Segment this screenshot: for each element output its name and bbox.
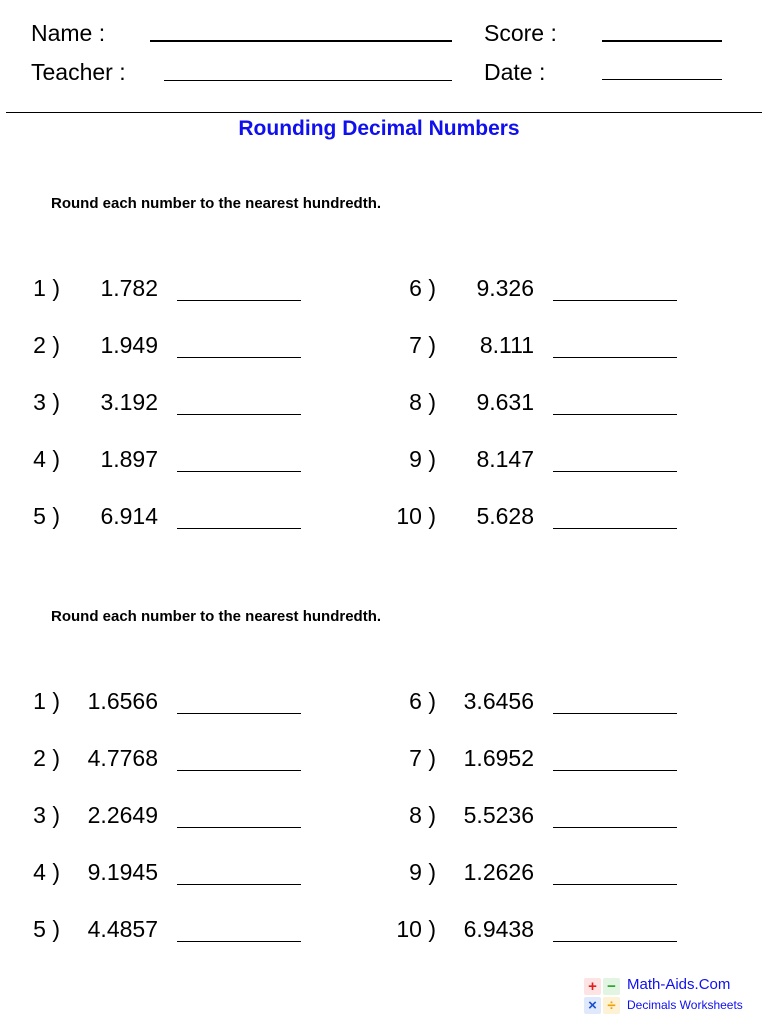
problem-item (376, 389, 716, 419)
problem-value: 3.6456 (463, 688, 534, 714)
problem-number: 3 ) (33, 389, 60, 415)
problem-value: 1.2626 (463, 859, 534, 885)
answer-blank[interactable] (553, 827, 677, 828)
problem-value: 1.949 (100, 332, 158, 358)
answer-blank[interactable] (177, 528, 301, 529)
problem-value: 9.631 (476, 389, 534, 415)
problem-number: 10 ) (396, 503, 436, 529)
score-label: Score : (484, 20, 557, 46)
problem-item (0, 389, 340, 419)
answer-blank[interactable] (177, 300, 301, 301)
problem-number: 2 ) (33, 332, 60, 358)
answer-blank[interactable] (553, 414, 677, 415)
problem-number: 1 ) (33, 688, 60, 714)
answer-blank[interactable] (553, 884, 677, 885)
problem-value: 8.147 (476, 446, 534, 472)
problem-value: 1.897 (100, 446, 158, 472)
math-aids-logo[interactable] (584, 976, 764, 1016)
section-1-instruction: Round each number to the nearest hundredth. (51, 195, 382, 212)
problem-item (0, 688, 340, 718)
problem-item (0, 446, 340, 476)
problem-number: 6 ) (409, 275, 436, 301)
problem-number: 5 ) (33, 503, 60, 529)
answer-blank[interactable] (553, 300, 677, 301)
problem-value: 1.6566 (87, 688, 158, 714)
minus-symbol: − (607, 978, 616, 995)
date-field[interactable] (602, 79, 722, 80)
problem-item (376, 859, 716, 889)
problem-value: 8.111 (479, 332, 534, 358)
problem-item (0, 275, 340, 305)
problem-value: 2.2649 (87, 802, 158, 828)
problem-item (0, 332, 340, 362)
problem-item (376, 332, 716, 362)
answer-blank[interactable] (177, 884, 301, 885)
header-divider (6, 112, 762, 113)
problem-number: 3 ) (33, 802, 60, 828)
problem-value: 1.782 (100, 275, 158, 301)
problem-item (0, 745, 340, 775)
divide-icon (603, 997, 620, 1014)
logo-site-name: Math-Aids.Com (627, 976, 731, 993)
problem-number: 5 ) (33, 916, 60, 942)
problem-value: 4.7768 (87, 745, 158, 771)
problem-number: 1 ) (33, 275, 60, 301)
answer-blank[interactable] (553, 770, 677, 771)
problem-item (0, 503, 340, 533)
teacher-label: Teacher : (31, 59, 126, 85)
problem-item (376, 446, 716, 476)
problem-item (0, 916, 340, 946)
answer-blank[interactable] (177, 713, 301, 714)
problem-item (0, 859, 340, 889)
problem-value: 3.192 (100, 389, 158, 415)
section-2-instruction: Round each number to the nearest hundredth. (51, 608, 382, 625)
problem-item (376, 688, 716, 718)
problem-number: 6 ) (409, 688, 436, 714)
answer-blank[interactable] (553, 471, 677, 472)
answer-blank[interactable] (553, 528, 677, 529)
problem-number: 10 ) (396, 916, 436, 942)
times-icon (584, 997, 601, 1014)
math-operators-icon (584, 978, 620, 1014)
problem-item (376, 745, 716, 775)
answer-blank[interactable] (553, 941, 677, 942)
problem-number: 2 ) (33, 745, 60, 771)
problem-value: 5.5236 (463, 802, 534, 828)
problem-number: 4 ) (33, 446, 60, 472)
problem-number: 9 ) (409, 859, 436, 885)
date-label: Date : (484, 59, 546, 85)
plus-icon (584, 978, 601, 995)
answer-blank[interactable] (177, 941, 301, 942)
answer-blank[interactable] (177, 414, 301, 415)
name-label: Name : (31, 20, 106, 46)
answer-blank[interactable] (177, 471, 301, 472)
problem-value: 5.628 (476, 503, 534, 529)
name-field[interactable] (150, 40, 452, 42)
problem-item (376, 503, 716, 533)
problem-value: 6.914 (100, 503, 158, 529)
problem-value: 1.6952 (463, 745, 534, 771)
problem-item (376, 275, 716, 305)
problem-item (376, 802, 716, 832)
answer-blank[interactable] (553, 357, 677, 358)
answer-blank[interactable] (177, 770, 301, 771)
problem-value: 9.326 (476, 275, 534, 301)
problem-number: 9 ) (409, 446, 436, 472)
problem-number: 7 ) (409, 745, 436, 771)
logo-subtitle: Decimals Worksheets (627, 998, 743, 1012)
problem-item (376, 916, 716, 946)
score-field[interactable] (602, 40, 722, 42)
divide-symbol: ÷ (607, 997, 616, 1014)
problem-value: 9.1945 (87, 859, 158, 885)
minus-icon (603, 978, 620, 995)
teacher-field[interactable] (164, 80, 452, 81)
problem-value: 6.9438 (463, 916, 534, 942)
worksheet-title: Rounding Decimal Numbers (238, 117, 520, 140)
problem-number: 8 ) (409, 802, 436, 828)
problem-number: 7 ) (409, 332, 436, 358)
plus-symbol: + (588, 978, 597, 995)
problem-number: 8 ) (409, 389, 436, 415)
problem-number: 4 ) (33, 859, 60, 885)
answer-blank[interactable] (177, 357, 301, 358)
answer-blank[interactable] (553, 713, 677, 714)
answer-blank[interactable] (177, 827, 301, 828)
problem-value: 4.4857 (87, 916, 158, 942)
problem-item (0, 802, 340, 832)
times-symbol: × (588, 997, 597, 1014)
